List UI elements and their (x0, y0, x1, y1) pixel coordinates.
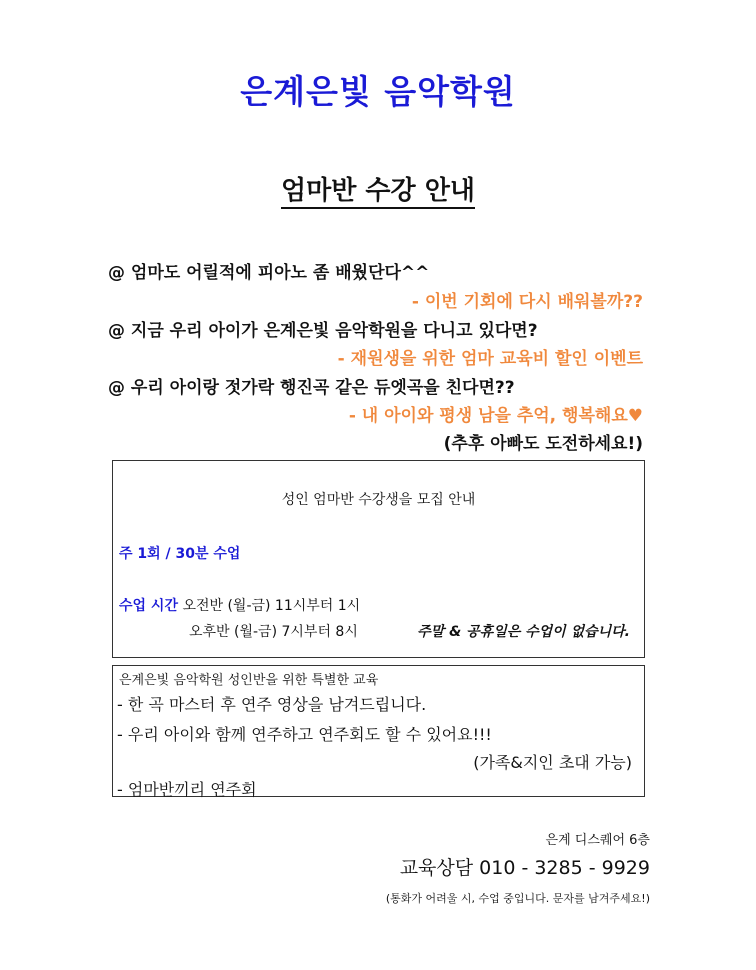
morning-class: 오전반 (월-금) 11시부터 1시 (182, 598, 361, 614)
special-heading: 은계은빛 음악학원 성인반을 위한 특별한 교육 (119, 673, 379, 688)
intro-question-1: @ 엄마도 어릴적에 피아노 좀 배웠단다^^ (108, 263, 430, 283)
special-item-3: - 엄마반끼리 연주회 (117, 780, 257, 799)
special-item-1: - 한 곡 마스터 후 연주 영상을 남겨드립니다. (117, 695, 427, 714)
intro-answer-1: - 이번 기회에 다시 배워볼까?? (411, 292, 643, 312)
location-text: 은계 디스퀘어 6층 (545, 833, 650, 848)
class-time-label: 수업 시간 (119, 598, 178, 614)
intro-answer-3: - 내 아이와 평생 남을 추억, 행복해요♥ (348, 406, 643, 426)
intro-answer-2: - 재원생을 위한 엄마 교육비 할인 이벤트 (337, 349, 643, 369)
academy-title: 은계은빛 음악학원 (240, 72, 516, 111)
intro-question-2: @ 지금 우리 아이가 은계은빛 음악학원을 다니고 있다면? (108, 321, 538, 341)
special-education-box (112, 665, 645, 797)
intro-question-3: @ 우리 아이랑 젓가락 행진곡 같은 듀엣곡을 친다면?? (108, 378, 515, 398)
recruitment-info-box (112, 460, 645, 658)
page-subtitle (0, 170, 756, 207)
recruitment-heading: 성인 엄마반 수강생을 모집 안내 (281, 492, 476, 508)
contact-phone: 교육상담 010 - 3285 - 9929 (399, 857, 650, 879)
afternoon-class: 오후반 (월-금) 7시부터 8시 (189, 624, 358, 640)
intro-note: (추후 아빠도 도전하세요!) (443, 434, 643, 454)
class-time-morning-row (119, 595, 360, 615)
subtitle-text: 엄마반 수강 안내 (281, 176, 475, 209)
special-item-2: - 우리 아이와 함께 연주하고 연주회도 할 수 있어요!!! (117, 725, 492, 744)
weekend-note: 주말 & 공휴일은 수업이 없습니다. (417, 624, 630, 640)
special-item-2-note: (가족&지인 초대 가능) (473, 753, 632, 772)
class-frequency: 주 1회 / 30분 수업 (119, 546, 241, 562)
contact-note: (통화가 어려울 시, 수업 중입니다. 문자를 남겨주세요!) (385, 892, 650, 905)
